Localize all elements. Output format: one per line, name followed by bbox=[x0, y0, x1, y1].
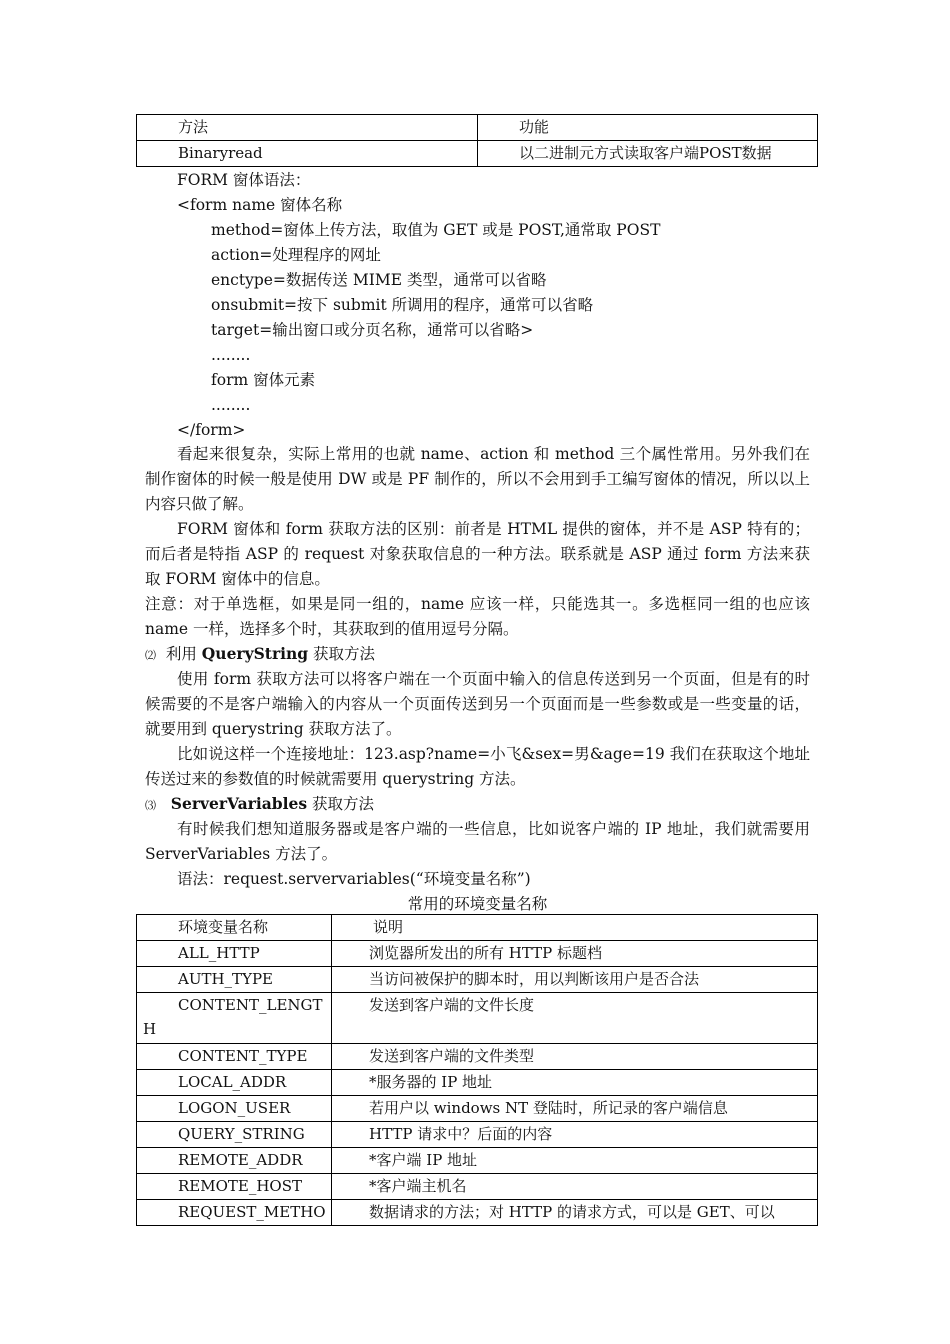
column-header: 方法 bbox=[178, 118, 209, 136]
code-line: method=窗体上传方法，取值为 GET 或是 POST,通常取 POST bbox=[211, 221, 661, 239]
table-cell: LOCAL_ADDR bbox=[178, 1073, 287, 1091]
table-cell: 浏览器所发出的所有 HTTP 标题档 bbox=[369, 944, 602, 962]
table-cell: HTTP 请求中？后面的内容 bbox=[369, 1125, 553, 1143]
table-cell: 若用户以 windows NT 登陆时，所记录的客户端信息 bbox=[369, 1099, 728, 1117]
column-header: 功能 bbox=[519, 118, 550, 136]
code-line: ........ bbox=[211, 396, 251, 414]
code-line: onsubmit=按下 submit 所调用的程序，通常可以省略 bbox=[211, 296, 594, 314]
table-row bbox=[137, 941, 818, 967]
code-line: <form name 窗体名称 bbox=[177, 196, 343, 214]
table-row bbox=[137, 1096, 818, 1122]
table-cell: *客户端 IP 地址 bbox=[369, 1151, 478, 1169]
code-line: target=输出窗口或分页名称，通常可以省略> bbox=[211, 321, 534, 339]
table-row bbox=[137, 993, 818, 1044]
column-header: 说明 bbox=[373, 918, 404, 936]
paragraph: 有时候我们想知道服务器或是客户端的一些信息，比如说客户端的 IP 地址，我们就需要用 ServerVariables 方法了。 bbox=[145, 820, 810, 863]
table-header-row bbox=[137, 915, 818, 941]
table-row bbox=[137, 1122, 818, 1148]
code-line: ........ bbox=[211, 346, 251, 364]
methods-table bbox=[136, 114, 818, 167]
section-heading: ⑶ ServerVariables 获取方法 bbox=[145, 794, 375, 813]
paragraph: 使用 form 获取方法可以将客户端在一个页面中输入的信息传送到另一个页面，但是有的时候需要的不是客户端输入的内容从一个页面传送到另一个页面而是一些参数或是一些变量的话，就要用到 querystring 获取方法了。 bbox=[145, 670, 810, 738]
code-line: </form> bbox=[177, 421, 246, 439]
table-row bbox=[137, 1070, 818, 1096]
table-header-row bbox=[137, 115, 818, 141]
table-row bbox=[137, 967, 818, 993]
table-cell: Binaryread bbox=[178, 144, 263, 162]
table-cell: ALL_HTTP bbox=[178, 944, 260, 962]
paragraph: 看起来很复杂，实际上常用的也就 name、action 和 method 三个属性常用。另外我们在制作窗体的时候一般是使用 DW 或是 PF 制作的，所以不会用到手工编写窗体的情况，所以以上内容只做了解。 bbox=[145, 445, 810, 513]
code-line: action=处理程序的网址 bbox=[211, 246, 381, 264]
code-line: enctype=数据传送 MIME 类型，通常可以省略 bbox=[211, 271, 547, 289]
table-row bbox=[137, 1200, 818, 1226]
code-line: form 窗体元素 bbox=[211, 371, 316, 389]
table-cell: CONTENT_TYPE bbox=[178, 1047, 308, 1065]
table-row bbox=[137, 141, 818, 167]
table-cell: AUTH_TYPE bbox=[178, 970, 274, 988]
table-row bbox=[137, 1148, 818, 1174]
table-cell: REQUEST_METHO bbox=[178, 1203, 326, 1221]
table-cell: 数据请求的方法；对 HTTP 的请求方式，可以是 GET、可以 bbox=[369, 1203, 775, 1221]
table-cell: LOGON_USER bbox=[178, 1099, 291, 1117]
table-caption: 常用的环境变量名称 bbox=[407, 895, 548, 913]
table-cell: 以二进制元方式读取客户端POST数据 bbox=[519, 144, 772, 162]
table-cell: CONTENT_LENGT bbox=[178, 996, 323, 1014]
table-row bbox=[137, 1174, 818, 1200]
syntax-line: 语法：request.servervariables(“环境变量名称”) bbox=[177, 870, 531, 888]
table-cell: REMOTE_ADDR bbox=[178, 1151, 303, 1169]
paragraph: 比如说这样一个连接地址：123.asp?name=小飞&sex=男&age=19 我们在获取这个地址传送过来的参数值的时候就需要用 querystring 方法。 bbox=[145, 745, 810, 788]
table-cell: *服务器的 IP 地址 bbox=[369, 1073, 493, 1091]
table-cell: 发送到客户端的文件长度 bbox=[369, 996, 535, 1014]
note-paragraph: 注意：对于单选框，如果是同一组的，name 应该一样，只能选其一。多选框同一组的也应该 name 一样，选择多个时，其获取到的值用逗号分隔。 bbox=[145, 595, 810, 638]
table-cell: QUERY_STRING bbox=[178, 1125, 305, 1143]
column-header: 环境变量名称 bbox=[178, 918, 269, 936]
paragraph: FORM 窗体和 form 获取方法的区别：前者是 HTML 提供的窗体，并不是 ASP 特有的；而后者是特指 ASP 的 request 对象获取信息的一种方法。联系就是 ASP 通过 form 方法来获取 FORM 窗体中的信息。 bbox=[145, 520, 810, 588]
form-syntax-intro: FORM 窗体语法： bbox=[177, 171, 311, 189]
table-row bbox=[137, 1044, 818, 1070]
table-cell: 发送到客户端的文件类型 bbox=[369, 1047, 535, 1065]
table-cell: *客户端主机名 bbox=[369, 1177, 467, 1195]
table-cell: 当访问被保护的脚本时，用以判断该用户是否合法 bbox=[369, 970, 700, 988]
section-heading: ⑵ 利用 QueryString 获取方法 bbox=[145, 644, 376, 663]
env-variables-table bbox=[136, 914, 818, 1226]
table-cell: REMOTE_HOST bbox=[178, 1177, 303, 1195]
table-cell-wrap: H bbox=[143, 1020, 157, 1038]
